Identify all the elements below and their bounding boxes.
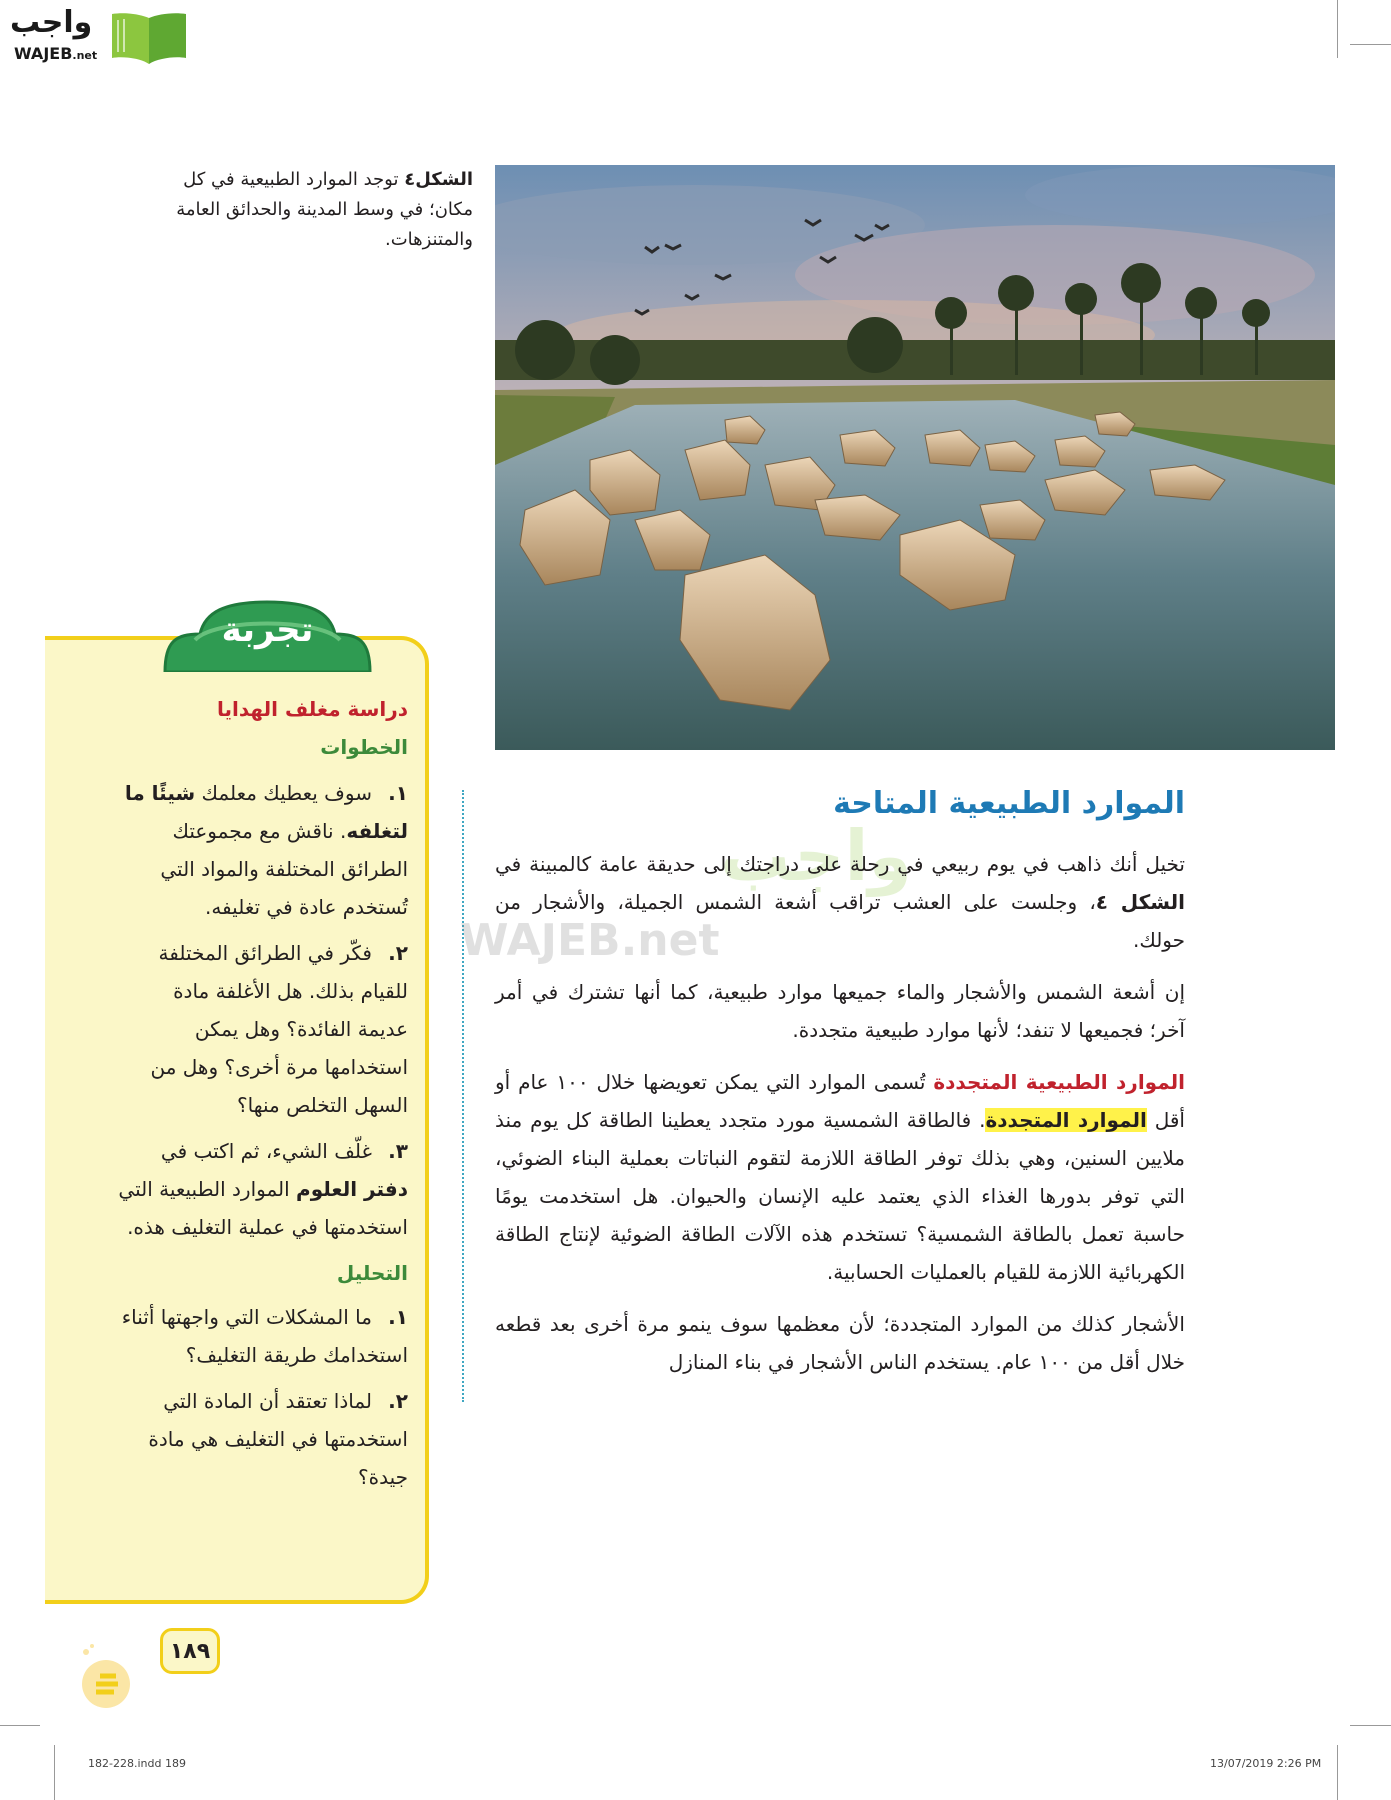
paragraph-2: إن أشعة الشمس والأشجار والماء جميعها موارد طبيعية، كما أنها تشترك في أمر آخر؛ فجميعها لا تنفد؛ لأنها موارد طبيعية متجددة. <box>495 980 1185 1042</box>
paragraph-4: الأشجار كذلك من الموارد المتجددة؛ لأن معظمها سوف ينمو مرة أخرى بعد قطعه خلال أقل من ١٠٠ عام. يستخدم الناس الأشجار في بناء المنازل <box>495 1312 1185 1374</box>
step-item: ٣.غلّف الشيء، ثم اكتب في دفتر العلوم الموارد الطبيعية التي استخدمتها في عملية التغليف هذه. <box>118 1139 408 1239</box>
watermark-english: WAJEB.net <box>460 915 720 966</box>
main-article <box>495 785 1185 1395</box>
paragraph-3: الموارد الطبيعية المتجددة تُسمى الموارد التي يمكن تعويضها خلال ١٠٠ عام أو أقل الموارد المتجددة. فالطاقة الشمسية مورد متجدد يعطينا الطاقة كل يوم منذ ملايين السنين، وهي بذلك توفر الطاقة اللازمة لتقوم النباتات بعملية البناء الضوئي، التي توفر بدورها الغذاء الذي يعتمد عليه الإنسان والحيوان. هل استخدمت يومًا حاسبة تعمل بالطاقة الشمسية؟ تستخدم هذه الآلات الطاقة الضوئية لإنتاج الطاقة الكهربائية اللازمة للقيام بالعمليات الحسابية. <box>495 1070 1185 1284</box>
watermark-arabic: واجب <box>720 815 913 897</box>
analysis-item: ٢.لماذا تعتقد أن المادة التي استخدمتها في التغليف هي مادة جيدة؟ <box>148 1389 408 1489</box>
footer-file: 182-228.indd 189 <box>88 1757 186 1770</box>
figure-caption-text: توجد الموارد الطبيعية في كل مكان؛ في وسط المدينة والحدائق العامة والمتنزهات. <box>176 169 473 250</box>
publisher-icon <box>78 1642 134 1712</box>
experiment-tab <box>145 572 390 672</box>
paragraph-1: تخيل أنك ذاهب في يوم ربيعي في رحلة على دراجتك إلى حديقة عامة كالمبينة في الشكل ٤، وجلست على العشب تراقب أشعة الشمس الجميلة، والأشجار من حولك. <box>495 852 1185 952</box>
experiment-content <box>118 690 408 1504</box>
logo-english-text: WAJEB.net <box>14 44 98 63</box>
logo-arabic-text: واجب <box>10 5 93 40</box>
book-icon <box>108 8 190 66</box>
analysis-list <box>118 1298 408 1496</box>
analysis-item: ١.ما المشكلات التي واجهتها أثناء استخدامك طريقة التغليف؟ <box>121 1305 408 1367</box>
step-item: ٢.فكّر في الطرائق المختلفة للقيام بذلك. هل الأغلفة مادة عديمة الفائدة؟ وهل يمكن استخدامها مرة أخرى؟ وهل من السهل التخلص منها؟ <box>150 941 408 1117</box>
steps-heading: الخطوات <box>320 735 408 759</box>
step-item: ١.سوف يعطيك معلمك شيئًا ما لتغلفه. ناقش مع مجموعتك الطرائق المختلفة والمواد التي تُستخدم عادة في تغليفه. <box>124 781 408 919</box>
figure-caption <box>143 165 473 255</box>
page-number: ١٨٩ <box>160 1628 220 1674</box>
figure-label: الشكل٤ <box>404 169 473 190</box>
steps-list <box>118 774 408 1246</box>
site-logo <box>10 6 190 68</box>
analysis-heading: التحليل <box>336 1261 408 1285</box>
experiment-title: تجربة <box>221 610 314 650</box>
section-title: الموارد الطبيعية المتاحة <box>833 786 1185 821</box>
highlighted-term: الموارد المتجددة <box>985 1108 1147 1132</box>
experiment-subtitle: دراسة مغلف الهدايا <box>216 697 408 721</box>
footer-date: 13/07/2019 2:26 PM <box>1210 1757 1322 1770</box>
key-term: الموارد الطبيعية المتجددة <box>933 1070 1185 1094</box>
park-river-photo <box>495 165 1335 750</box>
